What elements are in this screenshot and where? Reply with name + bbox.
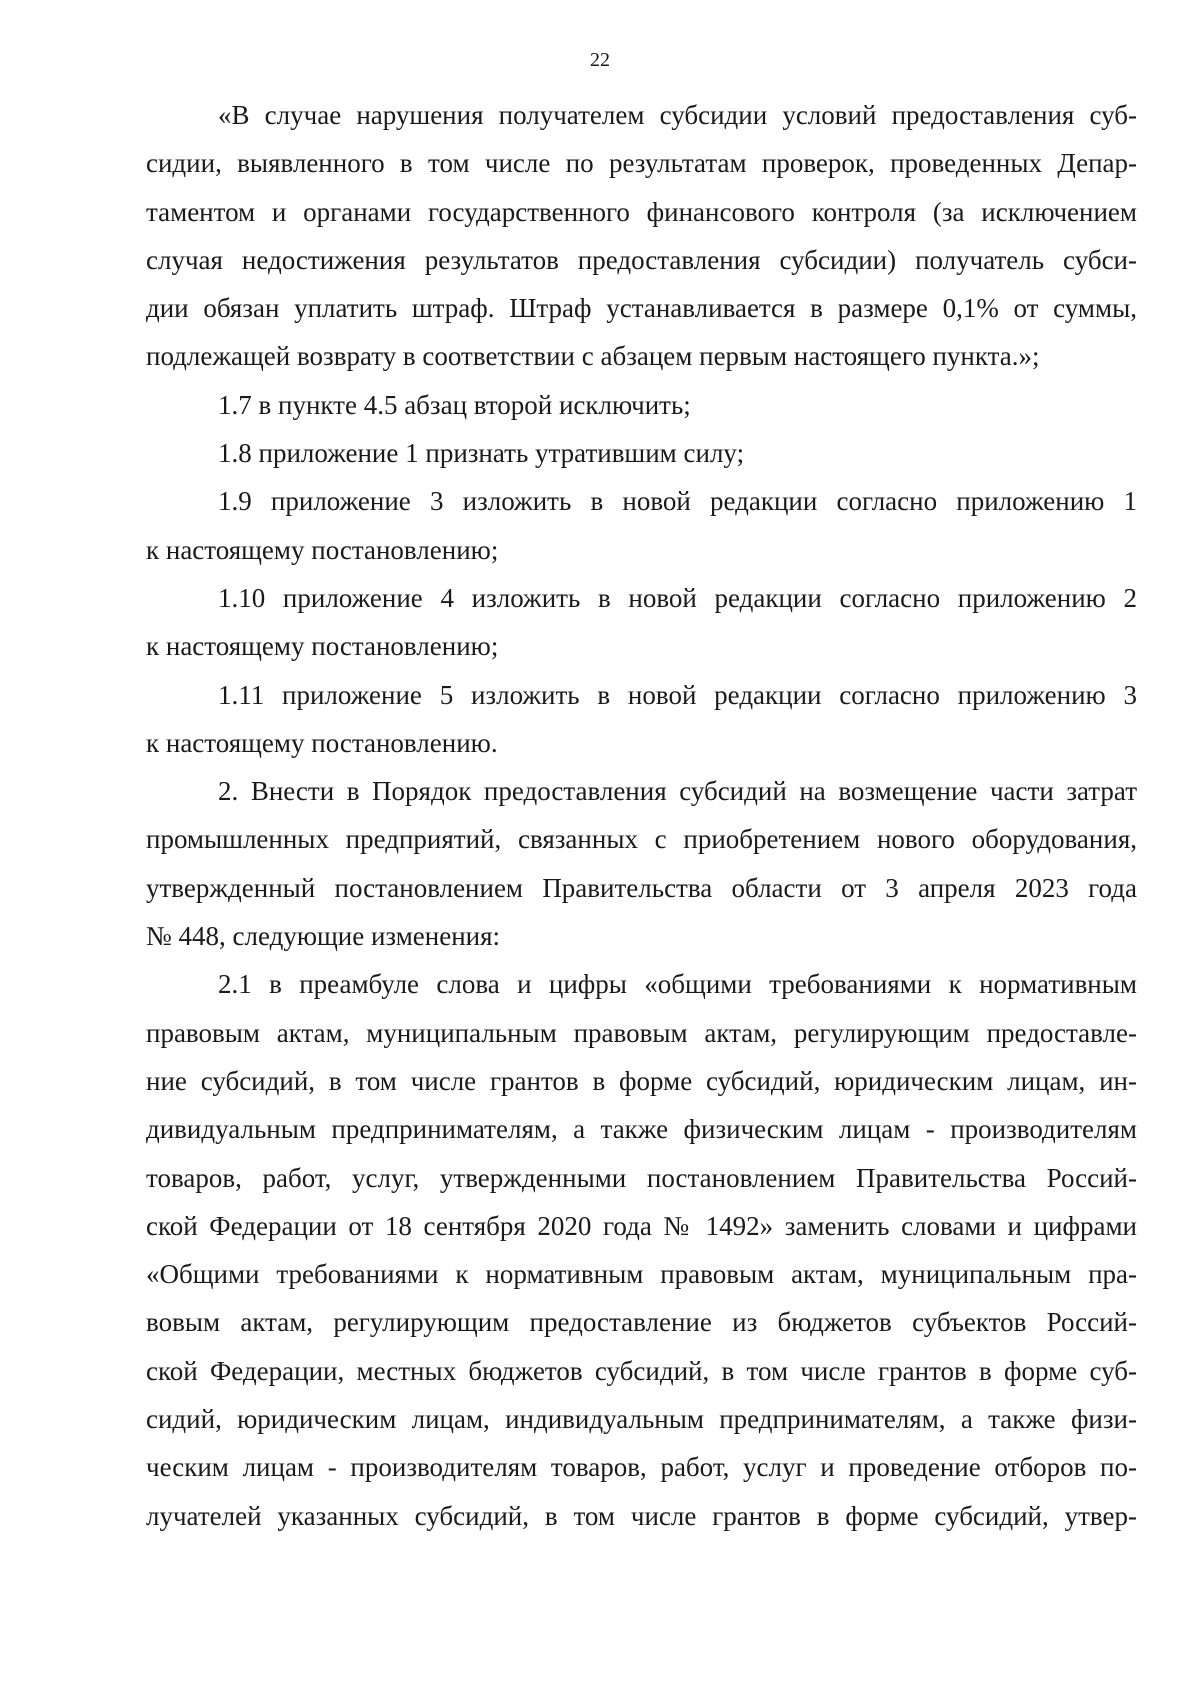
- text-line: ской Федерации от 18 сентября 2020 года № 1492» заменить словами и цифрами: [146, 1210, 1137, 1241]
- text-line: «Общими требованиями к нормативным правовым актам, муниципальным пра-: [146, 1259, 1137, 1290]
- text-line: вовым актам, регулирующим предоставление из бюджетов субъектов Россий-: [146, 1307, 1137, 1338]
- text-line: дии обязан уплатить штраф. Штраф устанавливается в размере 0,1% от суммы,: [146, 293, 1137, 324]
- paragraph-item-1-9: [146, 477, 1137, 574]
- text-line: 2.1 в преамбуле слова и цифры «общими требованиями к нормативным: [218, 969, 1137, 1000]
- text-line: 1.9 приложение 3 изложить в новой редакции согласно приложению 1: [218, 486, 1137, 517]
- text-line: ской Федерации, местных бюджетов субсидий, в том числе грантов в форме суб-: [146, 1355, 1137, 1386]
- paragraph-item-2: [146, 767, 1137, 960]
- paragraph-item-1-11: [146, 671, 1137, 768]
- text-line: к настоящему постановлению;: [146, 631, 499, 662]
- text-line: к настоящему постановлению;: [146, 534, 499, 565]
- text-line: к настоящему постановлению.: [146, 727, 498, 758]
- text-line: дивидуальным предпринимателям, а также физическим лицам - производителям: [146, 1114, 1137, 1145]
- text-line: «В случае нарушения получателем субсидии условий предоставления суб-: [218, 100, 1137, 130]
- text-line: сидии, выявленного в том числе по результатам проверок, проведенных Депар-: [146, 148, 1137, 179]
- text-line: случая недостижения результатов предоставления субсидии) получатель субси-: [146, 244, 1137, 275]
- text-line: сидий, юридическим лицам, индивидуальным предпринимателям, а также физи-: [146, 1404, 1137, 1435]
- text-line: 1.10 приложение 4 изложить в новой редакции согласно приложению 2: [218, 582, 1137, 613]
- text-line: утвержденный постановлением Правительства области от 3 апреля 2023 года: [146, 872, 1137, 903]
- page-number: 22: [590, 49, 610, 71]
- text-line: таментом и органами государственного финансового контроля (за исключением: [146, 196, 1137, 227]
- text-line: товаров, работ, услуг, утвержденными постановлением Правительства Россий-: [146, 1162, 1137, 1193]
- text-line: 2. Внести в Порядок предоставления субсидий на возмещение части затрат: [218, 776, 1137, 807]
- paragraph-item-1-8: [146, 429, 1137, 477]
- text-line: промышленных предприятий, связанных с приобретением нового оборудования,: [146, 824, 1137, 855]
- text-line: 1.8 приложение 1 признать утратившим силу;: [218, 438, 745, 469]
- text-line: 1.11 приложение 5 изложить в новой редакции согласно приложению 3: [218, 679, 1137, 710]
- paragraph-item-1-10: [146, 574, 1137, 671]
- document-body: [146, 91, 1137, 1540]
- text-line: № 448, следующие изменения:: [146, 921, 501, 952]
- paragraph-item-1-7: [146, 381, 1137, 429]
- text-line: 1.7 в пункте 4.5 абзац второй исключить;: [218, 389, 691, 420]
- text-line: лучателей указанных субсидий, в том числе грантов в форме субсидий, утвер-: [146, 1500, 1137, 1531]
- text-line: подлежащей возврату в соответствии с абзацем первым настоящего пункта.»;: [146, 341, 1040, 372]
- paragraph-penalty: [146, 91, 1137, 381]
- text-line: ческим лицам - производителям товаров, работ, услуг и проведение отборов по-: [146, 1452, 1137, 1483]
- text-line: правовым актам, муниципальным правовым актам, регулирующим предоставле-: [146, 1017, 1137, 1048]
- paragraph-item-2-1: [146, 960, 1137, 1540]
- text-line: ние субсидий, в том числе грантов в форме субсидий, юридическим лицам, ин-: [146, 1065, 1137, 1096]
